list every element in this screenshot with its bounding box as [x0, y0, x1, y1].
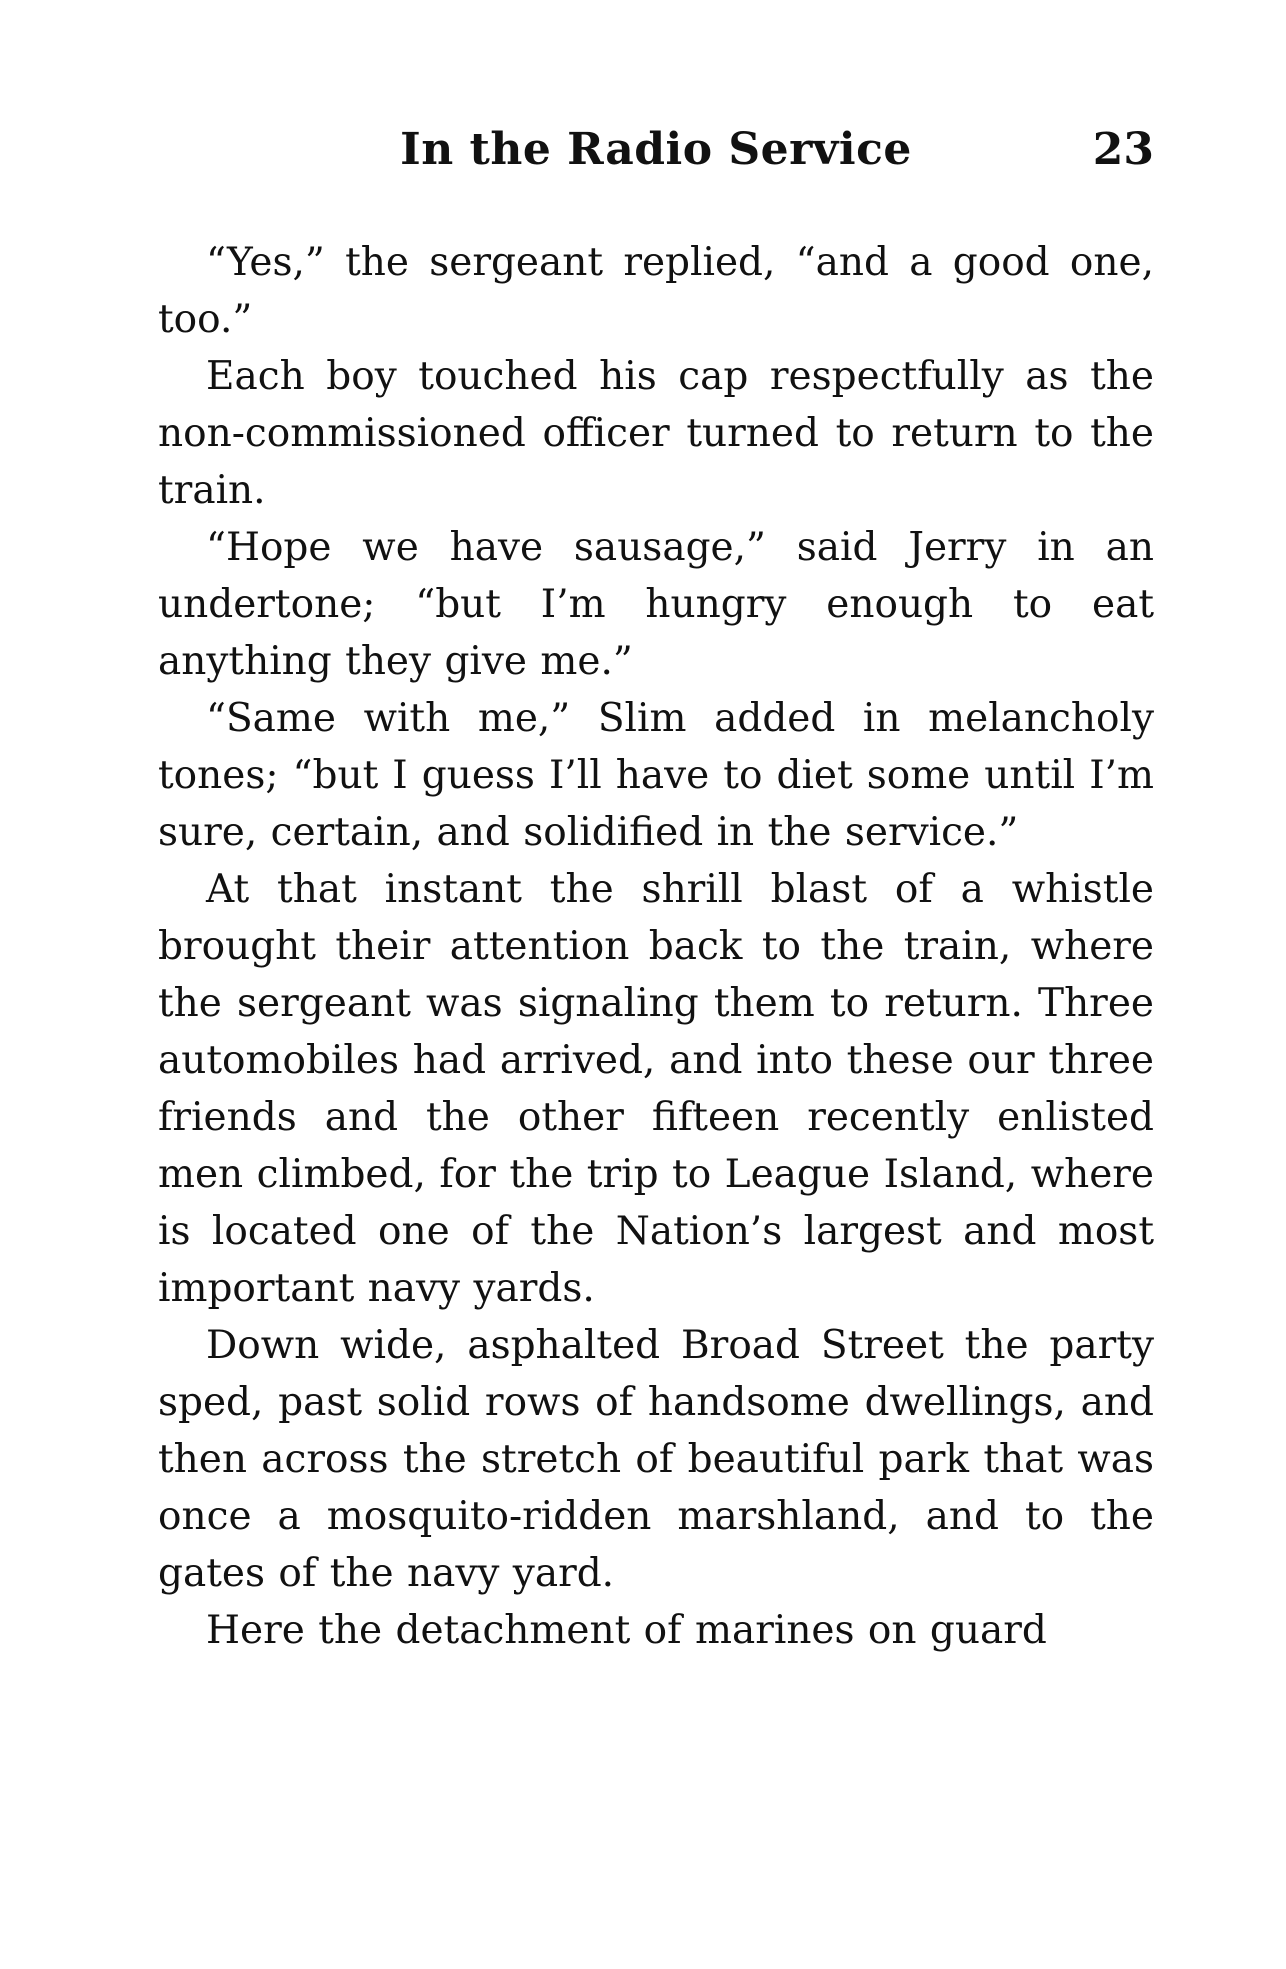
paragraph: “Same with me,” Slim added in melancholy tones; “but I guess I’ll have to diet some until I’m sure, certain, and solidified in the service.” — [158, 696, 1154, 855]
body-text — [158, 234, 1154, 1659]
paragraph: At that instant the shrill blast of a whistle brought their attention back to the train, where the sergeant was signaling them to return. Three automobiles had arrived, and into these our three friends and the other fifteen recently enlisted men climbed, for the trip to League Island, where is located one of the Nation’s largest and most important navy yards. — [158, 867, 1154, 1311]
page-number: 23 — [1092, 124, 1154, 175]
paragraph: Down wide, asphalted Broad Street the party sped, past solid rows of handsome dwellings, and then across the stretch of beautiful park that was once a mosquito-ridden marshland, and to the gates of the navy yard. — [158, 1323, 1154, 1596]
paragraph: “Yes,” the sergeant replied, “and a good one, too.” — [158, 240, 1154, 342]
paragraph: Each boy touched his cap respectfully as the non-commissioned officer turned to return to the train. — [158, 354, 1154, 513]
paragraph: “Hope we have sausage,” said Jerry in an undertone; “but I’m hungry enough to eat anything they give me.” — [158, 525, 1154, 684]
paragraph: Here the detachment of marines on guard — [206, 1608, 1047, 1653]
running-title: In the Radio Service — [400, 124, 912, 175]
running-header — [158, 120, 1154, 180]
